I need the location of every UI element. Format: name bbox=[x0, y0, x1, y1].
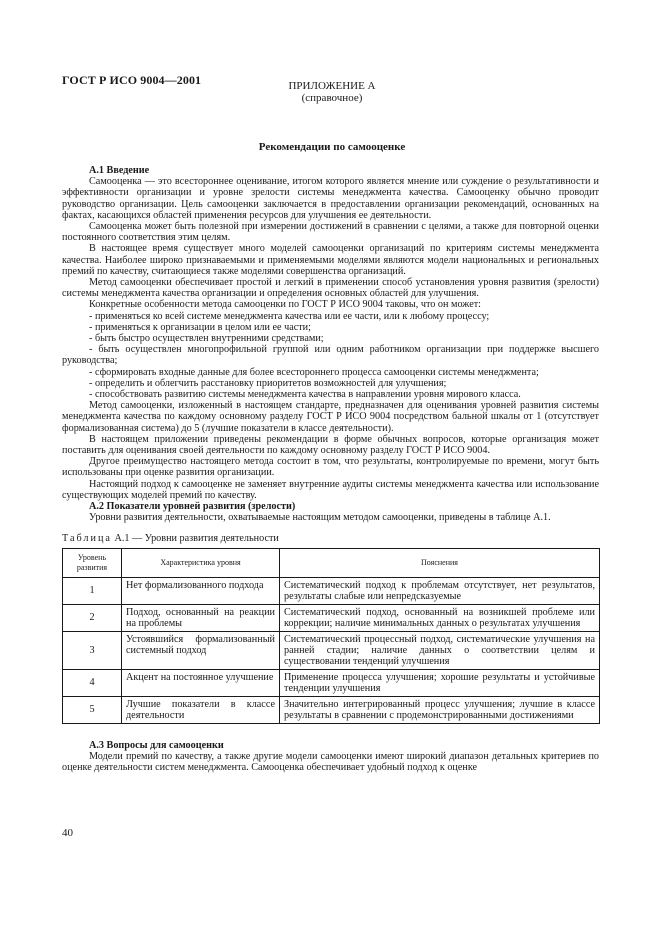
column-header-level: Уровень развития bbox=[63, 548, 122, 577]
paragraph: Настоящий подход к самооценке не заменяет внутренние аудиты системы менеджмента качества или использование существующих моделей премий по качеству. bbox=[62, 478, 599, 501]
explanation-cell: Систематический процессный подход, систематические улучшения на ранней стадии; наличие данных о соответствии целям и существовании тенденций улучшения bbox=[280, 631, 600, 669]
column-header-explanation: Пояснения bbox=[280, 548, 600, 577]
explanation-cell: Систематический подход к проблемам отсутствует, нет результатов, результаты слабые или непредсказуемые bbox=[280, 577, 600, 604]
explanation-cell: Применение процесса улучшения; хорошие результаты и устойчивые тенденции улучшения bbox=[280, 669, 600, 696]
characteristic-cell: Лучшие показатели в классе деятельности bbox=[122, 696, 280, 723]
column-header-characteristic: Характеристика уровня bbox=[122, 548, 280, 577]
paragraph: Уровни развития деятельности, охватываемые настоящим методом самооценки, приведены в таблице А.1. bbox=[89, 512, 551, 524]
appendix-subtitle: (справочное) bbox=[301, 92, 363, 104]
appendix-title: ПРИЛОЖЕНИЕ А bbox=[288, 80, 376, 92]
page-title: Рекомендации по самооценке bbox=[258, 141, 406, 153]
explanation-cell: Значительно интегрированный процесс улучшения; лучшие в классе результаты в сравнении с продемонстрированными достижениями bbox=[280, 696, 600, 723]
section-a1-heading: А.1 Введение bbox=[89, 165, 150, 176]
list-item: - применяться ко всей системе менеджмента качества или ее части, или к любому процессу; bbox=[89, 310, 490, 322]
level-cell: 4 bbox=[63, 669, 122, 696]
characteristic-cell: Нет формализованного подхода bbox=[122, 577, 280, 604]
paragraph: Самооценка может быть полезной при измерении достижений в сравнении с целями, а также для повторной оценки постоянного соответствия этим целям. bbox=[62, 221, 599, 244]
characteristic-cell: Устоявшийся формализованный системный подход bbox=[122, 631, 280, 669]
table-row bbox=[63, 696, 600, 723]
list-item: - определить и облегчить расстановку приоритетов возможностей для улучшения; bbox=[89, 377, 447, 389]
paragraph: Метод самооценки, изложенный в настоящем стандарте, предназначен для оценивания уровней развития системы менеджмента качества по каждому основному разделу ГОСТ Р ИСО 9004 посредством бальной шкалы от 1 (отсутствует формализованная система) до 5 (лучшие показатели в классе деятельности). bbox=[62, 400, 599, 434]
paragraph: В настоящем приложении приведены рекомендации в форме обычных вопросов, которые организация может поставить для оценивания своей деятельности по каждому основному разделу ГОСТ Р ИСО 9004. bbox=[62, 433, 599, 457]
document-header: ГОСТ Р ИСО 9004—2001 bbox=[62, 73, 202, 87]
table-row bbox=[63, 669, 600, 696]
paragraph: В настоящее время существует много моделей самооценки организаций по критериям системы менеджмента качества. Наиболее широко признаваемыми и применяемыми моделями являются модели национальных и региональных премий по качеству, считающиеся также моделями совершенства организаций. bbox=[62, 243, 599, 277]
list-item: - применяться к организации в целом или ее части; bbox=[89, 321, 311, 333]
table-row bbox=[63, 577, 600, 604]
characteristic-cell: Акцент на постоянное улучшение bbox=[122, 669, 280, 696]
table-caption-label: Таблица bbox=[62, 532, 112, 544]
levels-table bbox=[62, 548, 600, 724]
paragraph: Конкретные особенности метода самооценки по ГОСТ Р ИСО 9004 таковы, что он может: bbox=[89, 299, 481, 311]
table-header-row bbox=[63, 548, 600, 577]
paragraph: Другое преимущество настоящего метода состоит в том, что результаты, контролируемые по времени, могут быть использованы при оценке развития организации. bbox=[62, 456, 599, 479]
table-row bbox=[63, 604, 600, 631]
list-item: - сформировать входные данные для более всестороннего процесса самооценки системы менеджмента; bbox=[89, 366, 539, 378]
table-caption bbox=[62, 533, 599, 544]
document-body bbox=[62, 165, 599, 773]
paragraph: Метод самооценки обеспечивает простой и легкий в применении способ установления уровня развития (зрелости) системы менеджмента качества организации и определения основных областей для улучшения. bbox=[62, 277, 599, 300]
level-cell: 3 bbox=[63, 631, 122, 669]
characteristic-cell: Подход, основанный на реакции на проблемы bbox=[122, 604, 280, 631]
section-a2-heading: А.2 Показатели уровней развития (зрелости) bbox=[89, 501, 296, 513]
list-item: - способствовать развитию системы менеджмента качества в направлении уровня мирового класса. bbox=[89, 389, 521, 401]
paragraph: Модели премий по качеству, а также другие модели самооценки имеют широкий диапазон детальных критериев по оценке деятельности систем менеджмента. Самооценка обеспечивает удобный подход к оценке bbox=[62, 750, 599, 774]
page-number: 40 bbox=[62, 827, 73, 839]
level-cell: 1 bbox=[63, 577, 122, 604]
level-cell: 5 bbox=[63, 696, 122, 723]
appendix-block bbox=[62, 80, 602, 104]
table-row bbox=[63, 631, 600, 669]
table-caption-text: А.1 — Уровни развития деятельности bbox=[114, 532, 279, 544]
list-item: - быть осуществлен многопрофильной группой или одним работником организации при поддержке высшего руководства; bbox=[62, 344, 599, 367]
section-a3-heading: А.3 Вопросы для самооценки bbox=[89, 739, 224, 751]
paragraph: Самооценка — это всестороннее оценивание, итогом которого является мнение или суждение о результативности и эффективности организации и уровне зрелости системы менеджмента качества. Самооценку обычно проводит руководство организации. Цель самооценки заключается в предоставлении организации рекомендаций, основанных на фактах, касающихся областей применения ресурсов для улучшения ее деятельности. bbox=[62, 176, 599, 221]
explanation-cell: Систематический подход, основанный на возникшей проблеме или коррекции; наличие минимальных данных о результатах улучшения bbox=[280, 604, 600, 631]
level-cell: 2 bbox=[63, 604, 122, 631]
list-item: - быть быстро осуществлен внутренними средствами; bbox=[89, 333, 324, 345]
